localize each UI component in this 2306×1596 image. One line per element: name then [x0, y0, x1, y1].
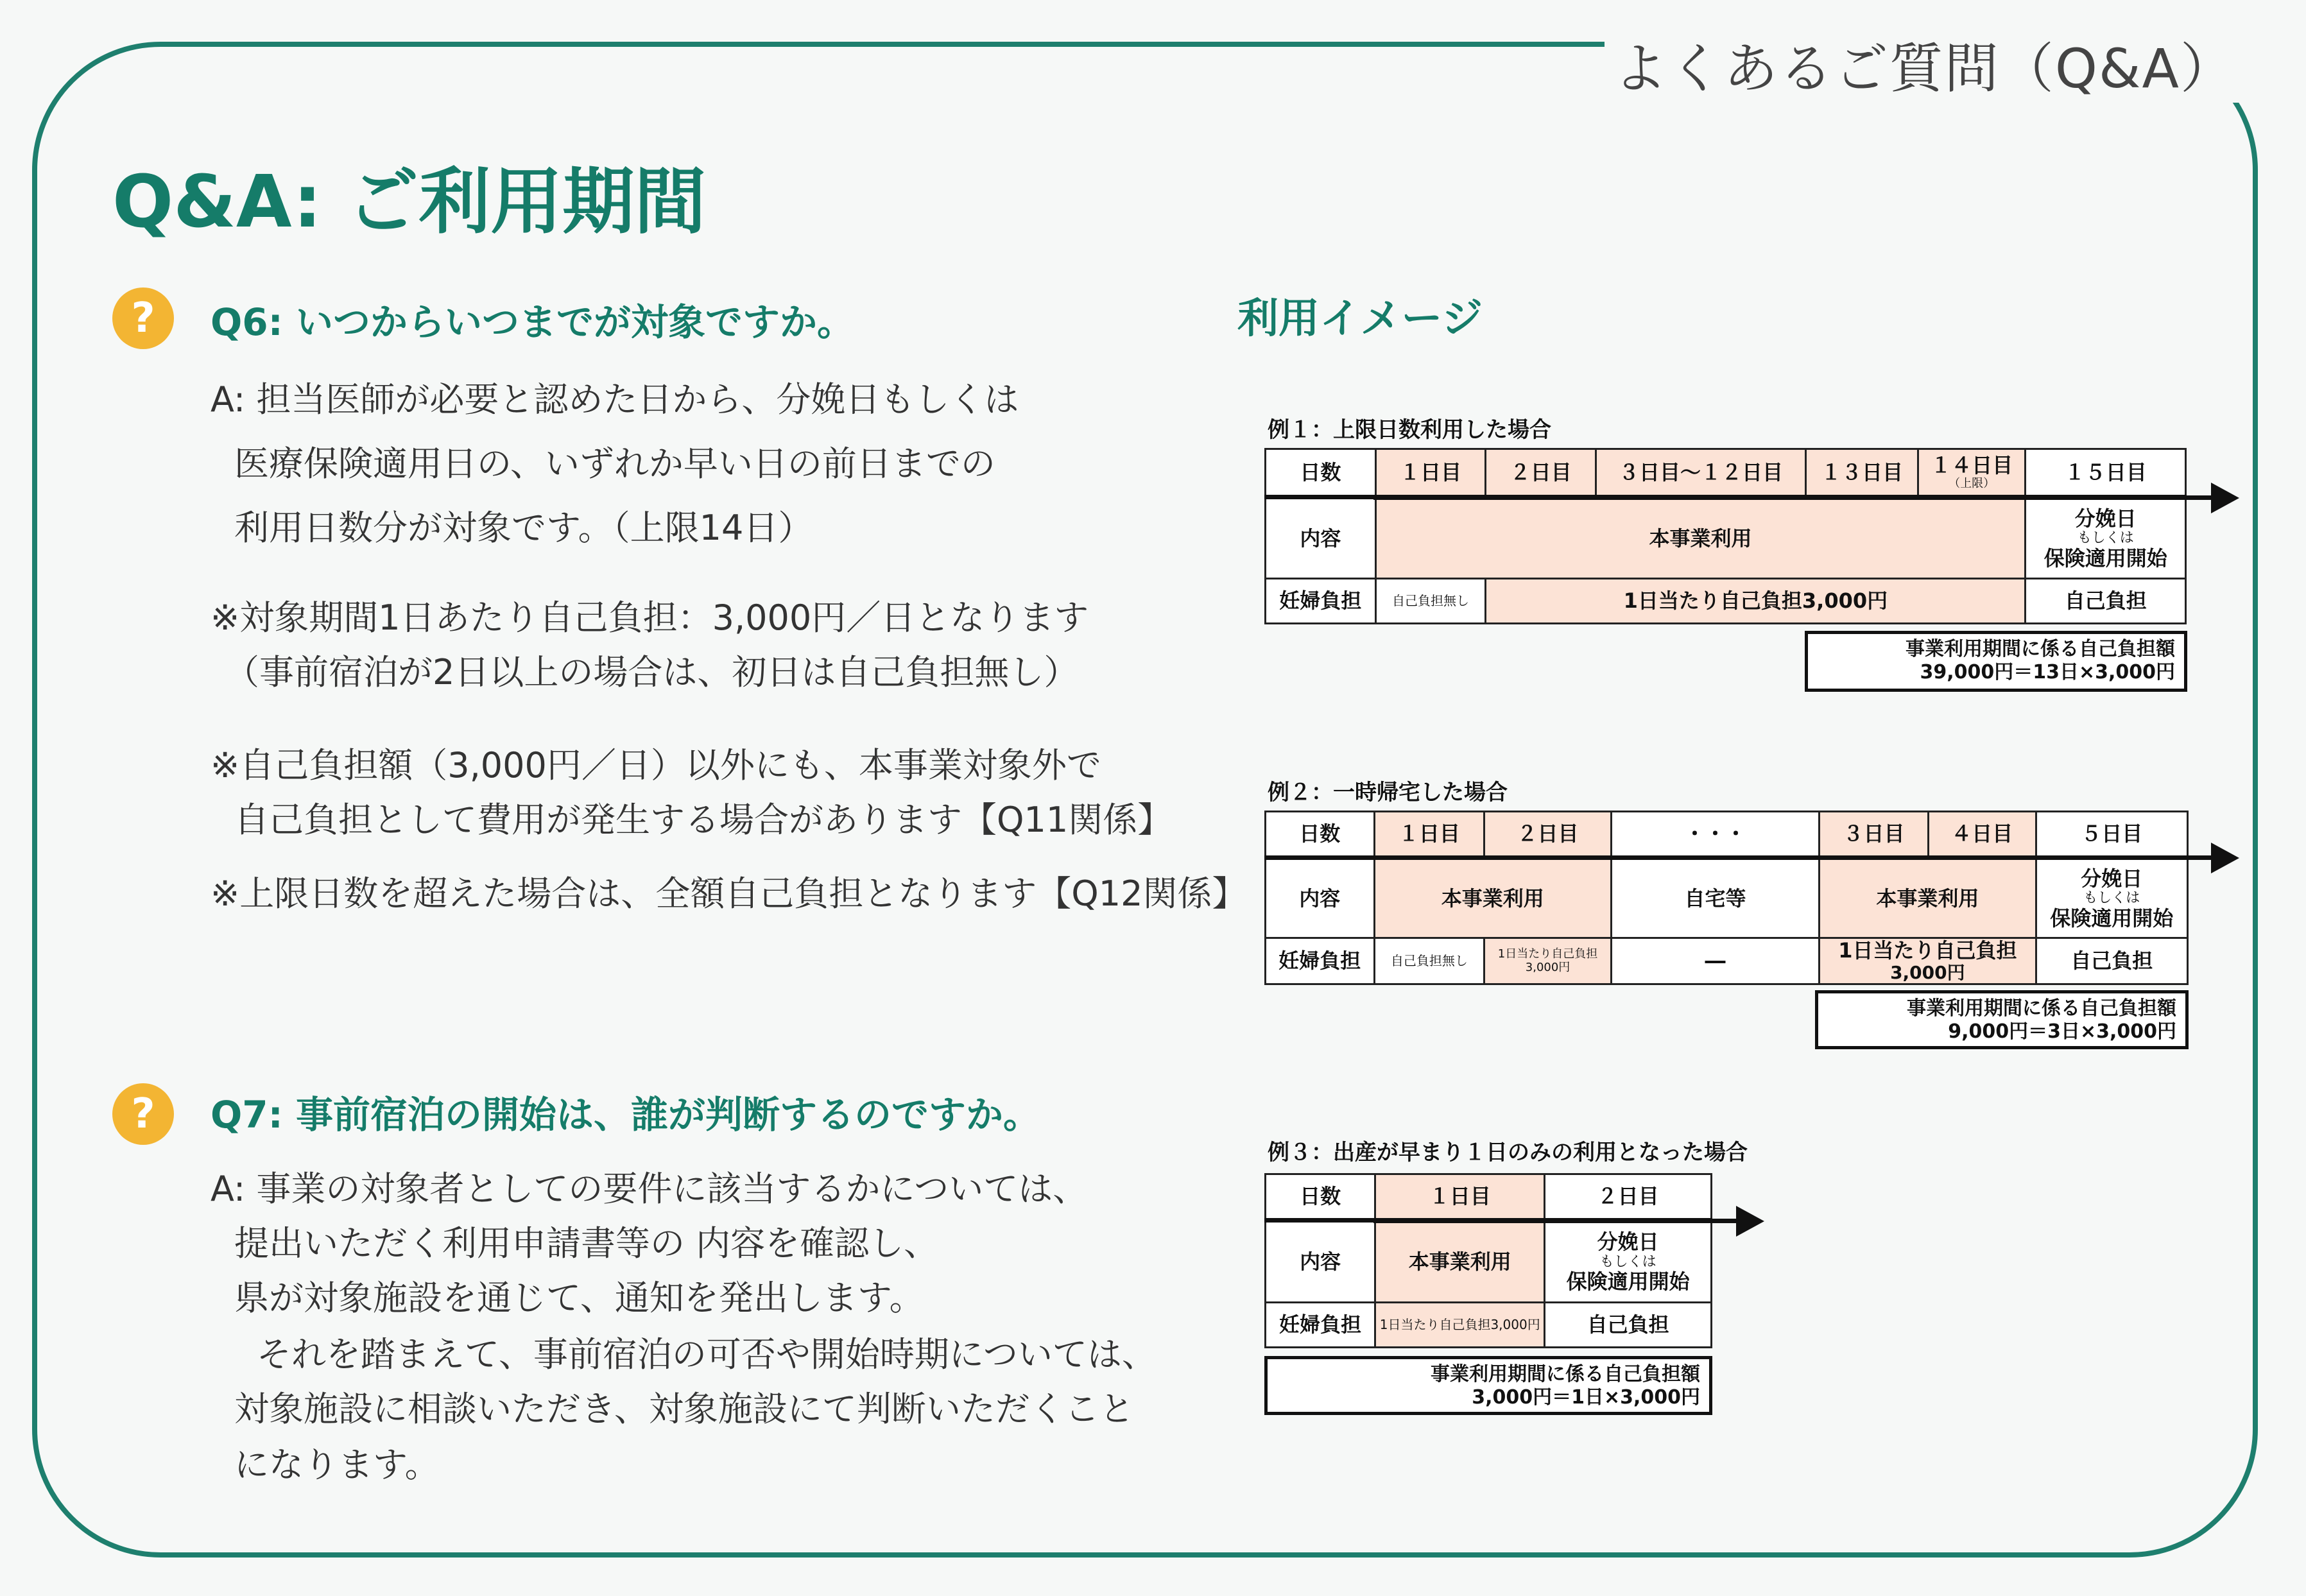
example1-table	[1264, 448, 2187, 624]
q6-note: （事前宿泊が2日以上の場合は、初日は自己負担無し）	[225, 652, 1079, 692]
content-cell: 本事業利用	[1375, 1221, 1545, 1303]
q6-answer-line: A: 担当医師が必要と認めた日から、分娩日もしくは	[211, 379, 1019, 420]
question-icon: ?	[112, 287, 174, 349]
q7-answer-line: になります。	[234, 1445, 440, 1485]
q7-answer-line: それを踏まえて、事前宿泊の可否や開始時期については、	[257, 1334, 1157, 1375]
burden-cell: 1日当たり自己負担3,000円	[1375, 1303, 1545, 1348]
day-cell: ５日目	[2036, 812, 2187, 858]
example1-label: 例１：上限日数利用した場合	[1268, 417, 1551, 443]
day-cell: ２日目	[1545, 1174, 1712, 1221]
end-cell: 分娩日 もしくは 保険適用開始	[2036, 858, 2187, 938]
q7-answer-line: 県が対象施設を通じて、通知を発出します。	[234, 1278, 924, 1318]
example2-summary: 事業利用期間に係る自己負担額 9,000円＝3日×3,000円	[1815, 990, 2189, 1049]
q6-answer-line: 医療保険適用日の、いずれか早い日の前日までの	[234, 443, 995, 484]
corner-title: よくあるご質問（Q&A）	[1613, 37, 2235, 100]
q6-note: 自己負担として費用が発生する場合があります【Q11関係】	[234, 800, 1173, 840]
example3-summary: 事業利用期間に係る自己負担額 3,000円＝1日×3,000円	[1264, 1356, 1712, 1415]
content-cell: 本事業利用	[1375, 497, 2026, 579]
arrow-head-icon	[2211, 483, 2239, 513]
q6-answer-line: 利用日数分が対象です。（上限14日）	[234, 508, 813, 548]
q7-answer-line: 対象施設に相談いただき、対象施設にて判断いただくこと	[234, 1389, 1134, 1429]
example1-summary: 事業利用期間に係る自己負担額 39,000円＝13日×3,000円	[1805, 631, 2187, 692]
row-header-content: 内容	[1266, 1221, 1375, 1303]
end-cell: 分娩日 もしくは 保険適用開始	[2026, 497, 2186, 579]
row-header-days: 日数	[1266, 812, 1375, 858]
q6-note: ※上限日数を超えた場合は、全額自己負担となります【Q12関係】	[211, 873, 1247, 914]
q7-title: Q7: 事前宿泊の開始は、誰が判断するのですか。	[211, 1093, 1041, 1137]
day-cell: １日目	[1374, 812, 1484, 858]
example3-table	[1264, 1173, 1712, 1348]
day-cell: １３日目	[1806, 449, 1918, 497]
q6-note: ※対象期間1日あたり自己負担：3,000円／日となります	[211, 597, 1089, 638]
page-title: Q&A: ご利用期間	[112, 160, 707, 244]
example2-label: 例２：一時帰宅した場合	[1268, 780, 1508, 805]
timeline-arrow	[1373, 1219, 1739, 1223]
burden-cell: 自己負担	[2026, 579, 2186, 624]
content-cell: 本事業利用	[1820, 858, 2036, 938]
timeline-arrow	[1373, 495, 2214, 500]
content-cell: 自宅等	[1611, 858, 1819, 938]
usage-image-title: 利用イメージ	[1237, 295, 1483, 343]
burden-cell: 1日当たり自己負担 3,000円	[1820, 938, 2036, 984]
day-cell: １日目	[1375, 449, 1486, 497]
q7-answer-line: 提出いただく利用申請書等の 内容を確認し、	[234, 1223, 939, 1264]
burden-cell: 自己負担	[2036, 938, 2187, 984]
row-header-content: 内容	[1266, 497, 1376, 579]
row-header-content: 内容	[1266, 858, 1375, 938]
day-cell: ・・・	[1611, 812, 1819, 858]
day-cell: １日目	[1375, 1174, 1545, 1221]
example2-table	[1264, 811, 2189, 985]
day-cell: ４日目	[1928, 812, 2036, 858]
example3-label: 例３：出産が早まり１日のみの利用となった場合	[1268, 1140, 1748, 1165]
day-cell: ３日目～１２日目	[1596, 449, 1805, 497]
row-header-burden: 妊婦負担	[1266, 1303, 1375, 1348]
row-header-burden: 妊婦負担	[1266, 938, 1375, 984]
burden-cell: 自己負担	[1545, 1303, 1712, 1348]
burden-cell: 1日当たり自己負担3,000円	[1486, 579, 2026, 624]
q6-note: ※自己負担額（3,000円／日）以外にも、本事業対象外で	[211, 745, 1101, 785]
arrow-head-icon	[2211, 843, 2239, 873]
timeline-arrow	[1373, 855, 2214, 860]
question-icon: ?	[112, 1083, 174, 1145]
end-cell: 分娩日 もしくは 保険適用開始	[1545, 1221, 1712, 1303]
day-cell: ２日目	[1486, 449, 1596, 497]
day-cell: ２日目	[1484, 812, 1612, 858]
day-cell: ３日目	[1820, 812, 1929, 858]
burden-cell: 自己負担無し	[1375, 579, 1486, 624]
row-header-days: 日数	[1266, 449, 1376, 497]
q6-title: Q6: いつからいつまでが対象ですか。	[211, 300, 855, 344]
arrow-head-icon	[1736, 1206, 1764, 1237]
day-cell: １４日目 （上限）	[1918, 449, 2026, 497]
row-header-days: 日数	[1266, 1174, 1375, 1221]
burden-cell: ―	[1611, 938, 1819, 984]
row-header-burden: 妊婦負担	[1266, 579, 1376, 624]
q7-answer-line: A: 事業の対象者としての要件に該当するかについては、	[211, 1169, 1088, 1209]
burden-cell: 1日当たり自己負担 3,000円	[1484, 938, 1612, 984]
day-cell: １５日目	[2026, 449, 2186, 497]
content-cell: 本事業利用	[1374, 858, 1611, 938]
burden-cell: 自己負担無し	[1374, 938, 1484, 984]
